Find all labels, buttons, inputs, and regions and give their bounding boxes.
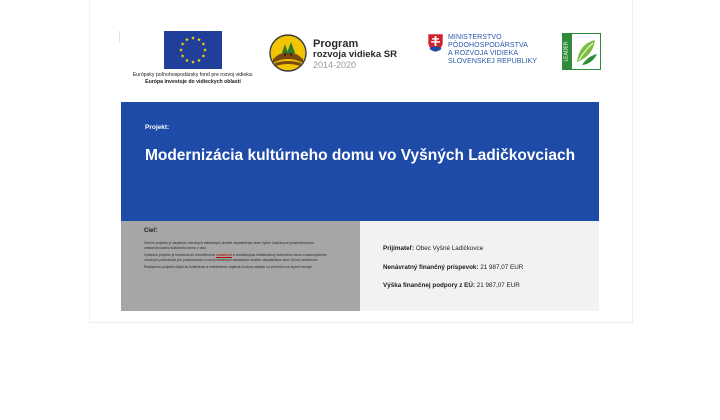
goal-paragraph-2-start: Výsledok projektu je investícia do rekonštrukcie — [144, 253, 217, 258]
goal-paragraph-3: Realizáciou projektu dôjde ku kvalitnému a estetickému zvýšeniu budovy objektu so znížením na úspore energií. — [144, 265, 313, 270]
goal-label: Cieľ: — [144, 228, 158, 234]
prv-years: 2014-2020 — [313, 60, 357, 70]
recipient-row — [383, 245, 483, 252]
ministry-line3: A ROZVOJA VIDIEKA — [448, 50, 519, 57]
eu-support-row — [383, 282, 520, 289]
grant-value: 21 987,07 EUR — [480, 264, 524, 271]
eu-fund-caption — [112, 72, 274, 86]
ministry-line1: MINISTERSTVO — [448, 34, 502, 41]
goal-paragraph-1: Cieľom projektu je zlepšenie miestnych základných služieb obyvateľstva obce Vyšné Ladičkovce prostredníctvom zrekonštruovania kultúrneho domu v obci. — [144, 241, 314, 250]
prv-title-line1: Program — [313, 38, 359, 50]
slovak-coat-of-arms-icon — [427, 33, 444, 53]
eu-support-label: Výška finančnej podpory z EÚ: — [383, 282, 476, 289]
eu-star-icon — [201, 54, 205, 58]
eu-caption-line2: Európa investuje do vidieckych oblastí — [145, 79, 241, 85]
leader-logo — [562, 33, 601, 70]
svg-text:LEADER: LEADER — [563, 41, 570, 62]
eu-star-icon — [197, 58, 201, 62]
grant-label: Nenávratný finančný príspevok: — [383, 264, 479, 271]
eu-star-icon — [203, 48, 207, 52]
eu-star-icon — [179, 48, 183, 52]
prv-program-title — [313, 38, 423, 70]
recipient-label: Prijímateľ: — [383, 245, 415, 252]
project-label: Projekt: — [145, 124, 170, 131]
eu-star-icon — [181, 42, 185, 46]
ministry-line4: SLOVENSKEJ REPUBLIKY — [448, 58, 538, 65]
eu-star-icon — [191, 60, 195, 64]
prv-title-line2: rozvoja vidieka SR — [313, 49, 397, 60]
eu-flag-logo — [164, 31, 222, 69]
eu-star-icon — [191, 36, 195, 40]
recipient-value: Obec Vyšné Ladičkovce — [415, 245, 484, 252]
crop-mark — [119, 31, 120, 43]
eu-star-icon — [197, 38, 201, 42]
eu-star-icon — [201, 42, 205, 46]
eu-caption-line1: Európsky poľnohospodársky fond pre rozvoj vidieka: — [132, 72, 254, 78]
goal-description — [144, 241, 332, 273]
goal-paragraph-2-highlight: zariadenia — [216, 253, 232, 258]
goal-paragraph-2-end: a revitalizujúca infraštruktúry kultúrneho domu a zabezpečenie vhodných podmienok pre poskytovanie a rozvoj miestnych základných služieb obyvateľstva obce Vyšné Ladičkovce. — [144, 253, 327, 262]
eu-star-icon — [185, 38, 189, 42]
prv-emblem-logo — [268, 33, 308, 73]
ministry-name — [448, 34, 568, 66]
grant-row — [383, 264, 523, 271]
eu-support-value: 21 987,07 EUR — [476, 282, 520, 289]
eu-star-icon — [181, 54, 185, 58]
ministry-line2: PÔDOHOSPODÁRSTVA — [448, 42, 529, 49]
project-title: Modernizácia kultúrneho domu vo Vyšných Ladičkovciach — [144, 147, 576, 164]
goal-paragraph-2 — [144, 253, 332, 262]
eu-star-icon — [185, 58, 189, 62]
